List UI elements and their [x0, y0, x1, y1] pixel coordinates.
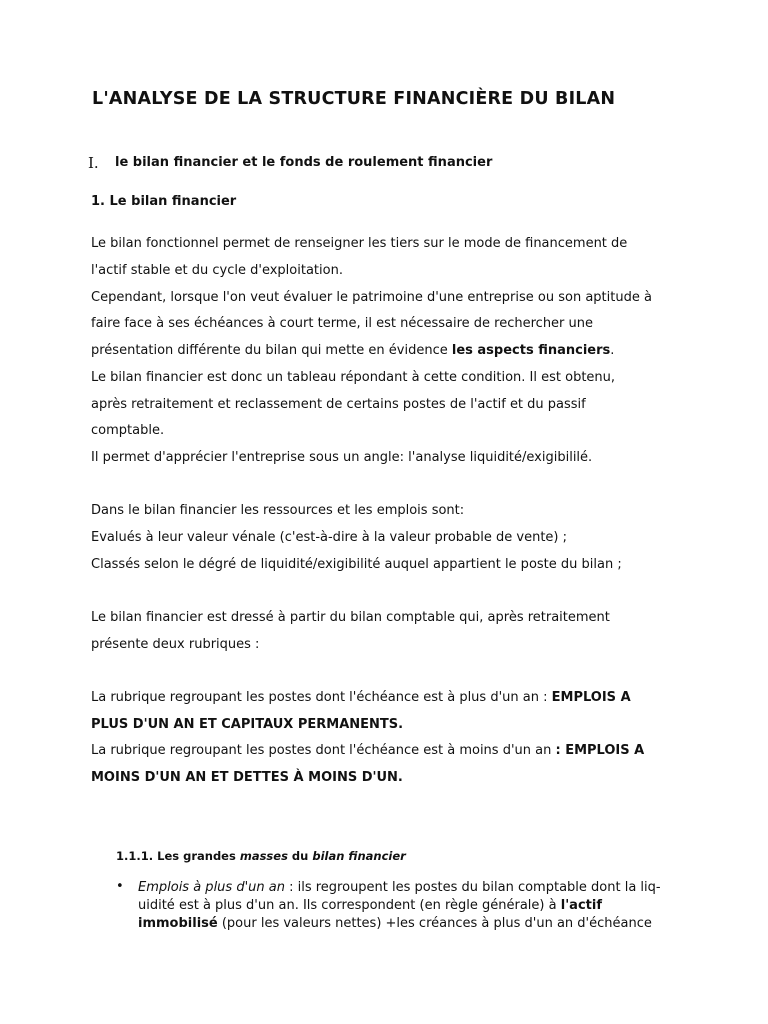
paragraph-line: présente deux rubriques :: [91, 637, 260, 652]
subsection-number: 1.1.1.: [116, 849, 154, 863]
bullet-icon: •: [116, 879, 124, 894]
section-heading-text: le bilan financier et le fonds de roulement financier: [115, 155, 493, 170]
paragraph-line: Le bilan financier est donc un tableau répondant à cette condition. Il est obtenu,: [91, 370, 616, 385]
paragraph-line: [91, 743, 644, 758]
text-run: bilan financier: [312, 849, 406, 863]
text-run: uidité est à plus d'un an. Ils correspondent (en règle générale) à: [138, 898, 561, 913]
subsection-heading-grandes-masses: [116, 849, 406, 863]
paragraph-line: Il permet d'apprécier l'entreprise sous un angle: l'analyse liquidité/exigibililé.: [91, 450, 593, 465]
emphasis-line: MOINS D'UN AN ET DETTES À MOINS D'UN.: [91, 770, 403, 785]
emphasis-text: : EMPLOIS A: [555, 743, 645, 758]
paragraph-line: [91, 343, 614, 358]
paragraph-line: Classés selon le dégré de liquidité/exigibilité auquel appartient le poste du bilan ;: [91, 557, 622, 572]
emphasis-text: l'actif: [560, 898, 602, 913]
text-run: La rubrique regroupant les postes dont l'échéance est à plus d'un an :: [91, 690, 552, 705]
text-run: : ils regroupent les postes du bilan comptable dont la liq-: [284, 880, 661, 895]
text-run: présentation différente du bilan qui mette en évidence: [91, 343, 452, 358]
text-run: Les grandes: [153, 849, 240, 863]
emphasis-line: PLUS D'UN AN ET CAPITAUX PERMANENTS.: [91, 717, 404, 732]
emphasis-text: les aspects financiers: [451, 343, 611, 358]
paragraph-line: l'actif stable et du cycle d'exploitation.: [91, 263, 343, 278]
emphasis-text: EMPLOIS A: [551, 690, 631, 705]
section-heading-1: [88, 153, 99, 172]
paragraph-line: faire face à ses échéances à court terme, il est nécessaire de rechercher une: [91, 316, 594, 331]
paragraph-line: Le bilan financier est dressé à partir du bilan comptable qui, après retraitement: [91, 610, 610, 625]
text-run: masses: [239, 849, 288, 863]
paragraph-line: comptable.: [91, 423, 165, 438]
paragraph-line: Dans le bilan financier les ressources et les emplois sont:: [91, 503, 465, 518]
italic-term: Emplois à plus d'un an: [138, 880, 285, 895]
emphasis-text: immobilisé: [138, 916, 218, 931]
paragraph-line: Le bilan fonctionnel permet de renseigner les tiers sur le mode de financement de: [91, 236, 628, 251]
paragraph-line: après retraitement et reclassement de certains postes de l'actif et du passif: [91, 397, 586, 412]
document-title: L'ANALYSE DE LA STRUCTURE FINANCIÈRE DU BILAN: [92, 89, 616, 109]
subsection-heading-bilan-financier: 1. Le bilan financier: [91, 194, 237, 209]
text-run: La rubrique regroupant les postes dont l'échéance est à moins d'un an: [91, 743, 556, 758]
section-numeral: I.: [88, 154, 99, 172]
text-run: (pour les valeurs nettes) +les créances à plus d'un an d'échéance: [217, 916, 652, 931]
bullet-line: [138, 880, 661, 895]
bullet-line: [138, 916, 652, 931]
paragraph-line: Cependant, lorsque l'on veut évaluer le patrimoine d'une entreprise ou son aptitude à: [91, 290, 652, 305]
text-run: du: [287, 849, 313, 863]
paragraph-line: [91, 690, 631, 705]
bullet-line: [138, 898, 602, 913]
paragraph-line: Evalués à leur valeur vénale (c'est-à-dire à la valeur probable de vente) ;: [91, 530, 568, 545]
text-run: .: [610, 343, 615, 358]
